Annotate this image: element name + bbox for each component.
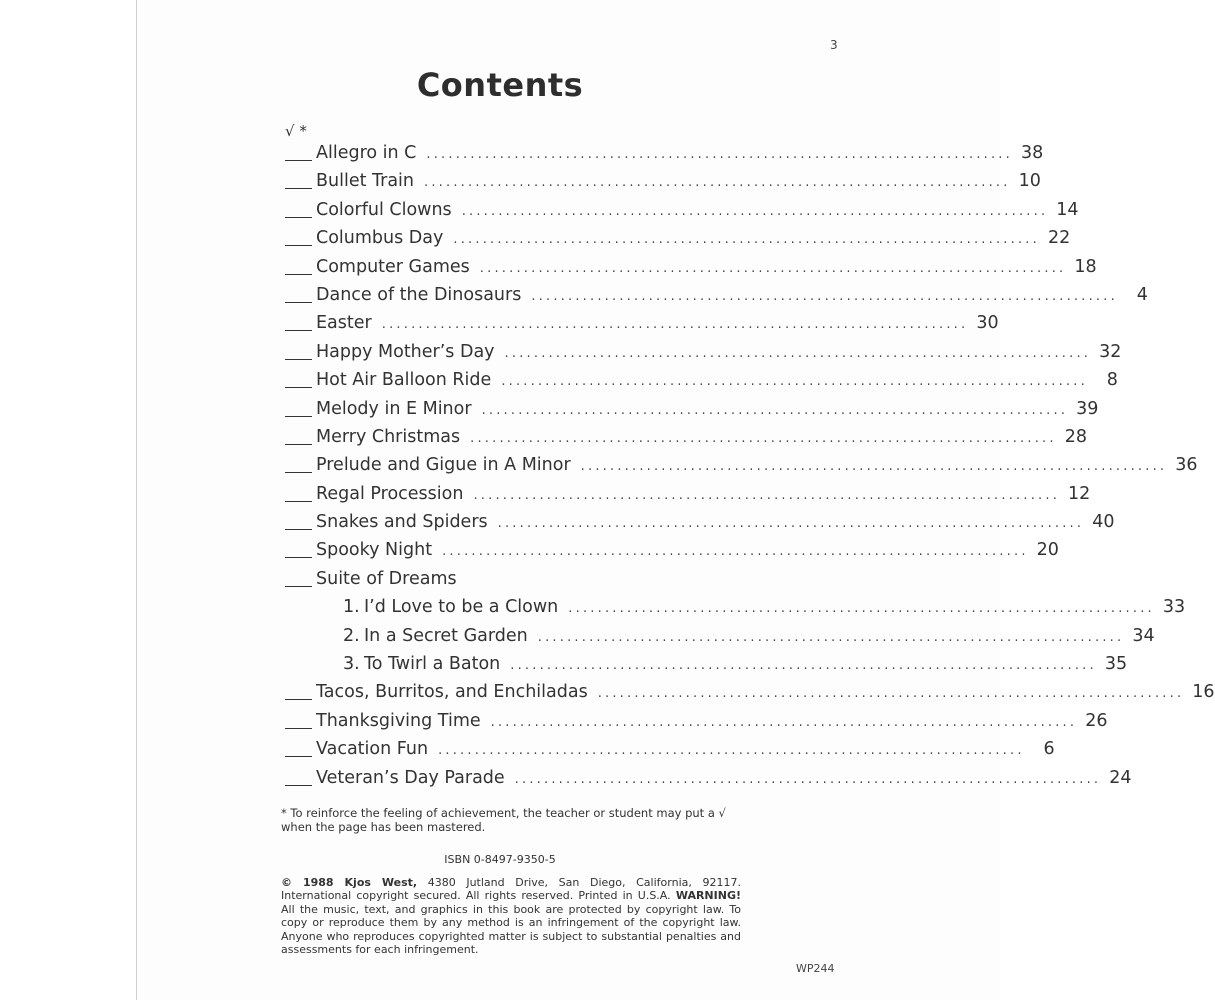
checkmark-blank <box>285 330 312 331</box>
entry-page-number: 36 <box>1175 455 1198 476</box>
toc-entry <box>285 767 1132 796</box>
entry-page-number: 16 <box>1192 682 1215 703</box>
dot-leader: ................................................................................ <box>381 317 969 333</box>
toc-subentry <box>285 654 1128 682</box>
toc-entry <box>285 483 1091 512</box>
footnote-line: when the page has been mastered. <box>281 820 486 834</box>
checkmark-blank <box>285 359 312 360</box>
entry-title: Suite of Dreams <box>316 568 457 589</box>
toc-entry <box>285 398 1099 427</box>
entry-title: Allegro in C <box>316 143 417 163</box>
table-of-contents <box>285 143 1215 796</box>
toc-entry <box>285 284 1148 313</box>
page-number: 3 <box>830 38 838 52</box>
copyright-text: 4380 Jutland Drive, San Diego, California, 92117. International copyright secured. All rights reserved. Printed in U.S.A. <box>281 876 741 903</box>
dot-leader: ................................................................................ <box>424 175 1011 191</box>
entry-title: Melody in E Minor <box>316 398 472 419</box>
entry-title: Hot Air Balloon Ride <box>316 370 492 391</box>
entry-page-number: 28 <box>1064 426 1087 447</box>
entry-page-number: 10 <box>1018 171 1041 192</box>
entry-page-number: 8 <box>1106 370 1118 391</box>
dot-leader: ................................................................................ <box>490 714 1078 730</box>
dot-leader: ................................................................................ <box>438 743 1025 759</box>
entry-page-number: 14 <box>1056 199 1079 220</box>
entry-page-number: 18 <box>1074 256 1097 277</box>
dot-leader: ................................................................................ <box>426 147 1013 162</box>
publication-code: WP244 <box>796 962 835 975</box>
entry-page-number: 34 <box>1132 625 1155 646</box>
dot-leader: ................................................................................ <box>501 374 1088 390</box>
toc-entry <box>285 512 1115 540</box>
entry-title: Vacation Fun <box>316 739 429 760</box>
dot-leader: ................................................................................ <box>497 516 1085 532</box>
toc-entry <box>285 739 1055 767</box>
entry-page-number: 4 <box>1136 284 1148 305</box>
footnote <box>281 806 741 834</box>
entry-title: Happy Mother’s Day <box>316 341 495 362</box>
entry-title: In a Secret Garden <box>364 625 528 646</box>
entry-title: Merry Christmas <box>316 426 461 447</box>
entry-title: Dance of the Dinosaurs <box>316 284 522 305</box>
dot-leader: ................................................................................ <box>453 232 1040 248</box>
entry-title: Veteran’s Day Parade <box>316 767 505 788</box>
checkmark-blank <box>285 245 312 246</box>
dot-leader: ................................................................................ <box>568 601 1155 617</box>
entry-page-number: 30 <box>976 313 999 334</box>
subentry-number: 1. <box>343 597 360 618</box>
toc-entry <box>285 569 741 597</box>
entry-title: To Twirl a Baton <box>364 654 501 675</box>
entry-page-number: 24 <box>1109 767 1132 788</box>
toc-entry <box>285 171 1041 199</box>
checkmark-blank <box>285 217 312 218</box>
scan-margin <box>0 0 136 1000</box>
checkmark-blank <box>285 699 312 700</box>
toc-entry <box>285 540 1059 568</box>
entry-title: Bullet Train <box>316 171 415 192</box>
entry-title: Columbus Day <box>316 228 444 249</box>
dot-leader: ................................................................................ <box>504 345 1092 361</box>
checkmark-blank <box>285 302 312 303</box>
entry-title: Spooky Night <box>316 540 433 561</box>
entry-page-number: 40 <box>1092 512 1115 533</box>
toc-entry <box>285 341 1122 370</box>
entry-page-number: 38 <box>1020 143 1044 163</box>
entry-page-number: 39 <box>1076 398 1099 419</box>
checkmark-blank <box>285 728 312 729</box>
entry-page-number: 35 <box>1104 654 1128 675</box>
dot-leader: ................................................................................ <box>461 203 1049 219</box>
copyright-notice <box>281 876 741 956</box>
warning-text: All the music, text, and graphics in this book are protected by copyright law. To copy or reproduce them by any method is an infringement of the copyright law. Anyone who reproduces copyrighted matter is subject to substantial penalties and assessments for each infringement. <box>281 902 741 957</box>
checkmark-blank <box>285 501 312 502</box>
checkmark-blank <box>285 387 312 388</box>
entry-title: Snakes and Spiders <box>316 512 488 533</box>
checkmark-blank <box>285 529 312 530</box>
entry-page-number: 33 <box>1162 597 1186 618</box>
toc-entry <box>285 370 1118 398</box>
checkmark-column-header: √ * <box>285 122 307 140</box>
dot-leader: ................................................................................ <box>531 288 1118 304</box>
checkmark-blank <box>285 444 312 445</box>
checkmark-blank <box>285 274 312 275</box>
toc-entry <box>285 682 1215 710</box>
dot-leader: ................................................................................ <box>470 430 1057 446</box>
entry-page-number: 32 <box>1099 341 1122 362</box>
entry-page-number: 26 <box>1085 710 1108 731</box>
dot-leader: ................................................................................ <box>580 459 1168 475</box>
subentry-number: 2. <box>343 625 360 646</box>
page-title: Contents <box>416 66 584 104</box>
toc-entry <box>285 143 1044 171</box>
entry-title: I’d Love to be a Clown <box>364 597 559 618</box>
dot-leader: ................................................................................ <box>514 771 1102 787</box>
entry-page-number: 22 <box>1047 228 1071 249</box>
toc-subentry <box>285 625 1155 654</box>
warning-label: WARNING! <box>675 889 741 903</box>
toc-entry <box>285 710 1108 739</box>
toc-entry <box>285 228 1071 256</box>
checkmark-blank <box>285 416 312 417</box>
dot-leader: ................................................................................ <box>479 260 1067 276</box>
toc-entry <box>285 256 1097 285</box>
checkmark-blank <box>285 160 312 161</box>
isbn: ISBN 0-8497-9350-5 <box>444 853 556 866</box>
toc-entry <box>285 313 999 341</box>
entry-page-number: 20 <box>1036 540 1059 561</box>
entry-title: Easter <box>316 313 372 334</box>
toc-subentry <box>285 597 1186 625</box>
toc-entry <box>285 199 1079 228</box>
checkmark-blank <box>285 188 312 189</box>
entry-title: Computer Games <box>316 256 470 277</box>
checkmark-blank <box>285 586 312 587</box>
dot-leader: ................................................................................ <box>481 402 1069 418</box>
entry-page-number: 12 <box>1068 483 1091 504</box>
entry-title: Tacos, Burritos, and Enchiladas <box>316 682 588 703</box>
dot-leader: ................................................................................ <box>537 629 1125 645</box>
dot-leader: ................................................................................ <box>597 686 1185 702</box>
checkmark-blank <box>285 557 312 558</box>
checkmark-blank <box>285 785 312 786</box>
dot-leader: ................................................................................ <box>510 658 1097 674</box>
copyright-holder: © 1988 Kjos West, <box>281 876 418 889</box>
entry-title: Thanksgiving Time <box>316 710 481 731</box>
dot-leader: ................................................................................ <box>473 487 1061 503</box>
dot-leader: ................................................................................ <box>442 544 1029 560</box>
footnote-line: * To reinforce the feeling of achievement, the teacher or student may put a √ <box>281 806 726 820</box>
toc-entry <box>285 426 1087 455</box>
entry-page-number: 6 <box>1043 739 1055 760</box>
entry-title: Colorful Clowns <box>316 199 452 220</box>
entry-title: Regal Procession <box>316 483 464 504</box>
toc-entry <box>285 455 1198 483</box>
entry-title: Prelude and Gigue in A Minor <box>316 455 571 476</box>
subentry-number: 3. <box>343 654 360 675</box>
checkmark-blank <box>285 756 312 757</box>
checkmark-blank <box>285 472 312 473</box>
